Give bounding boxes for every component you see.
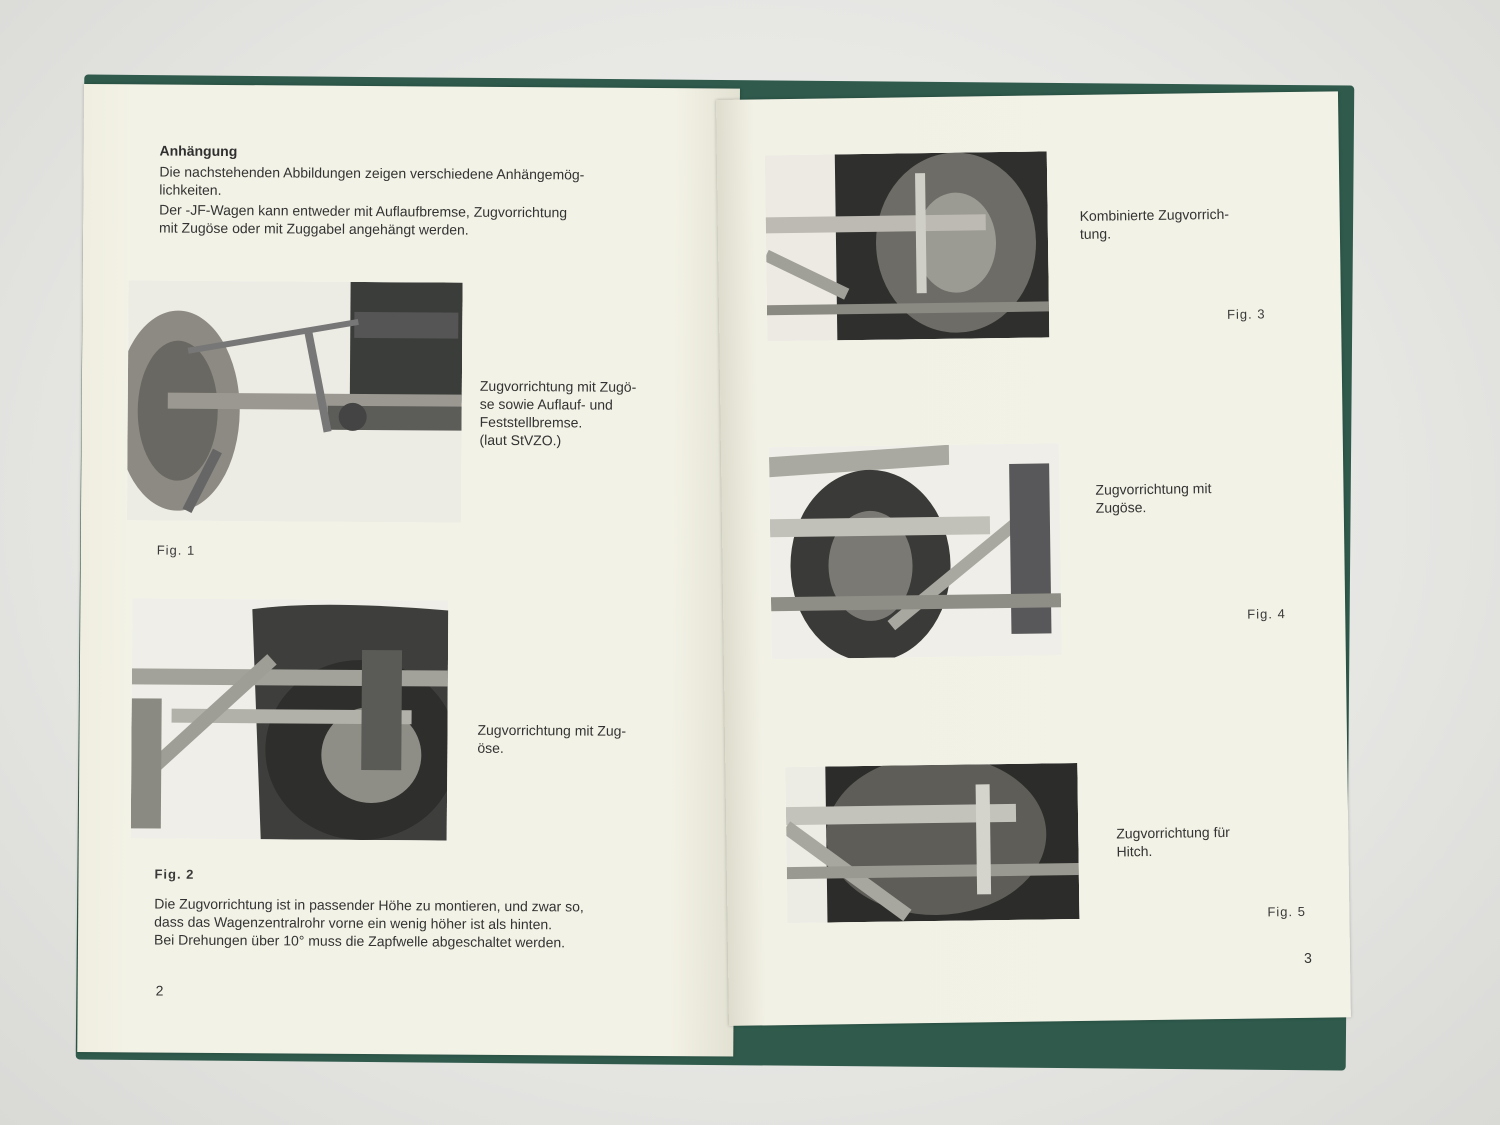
intro-line: mit Zugöse oder mit Zuggabel angehängt werden. <box>158 219 469 238</box>
caption-line: (laut StVZO.) <box>479 431 562 449</box>
intro-paragraph <box>159 163 672 241</box>
fig4-photo <box>769 443 1062 659</box>
fig2-label: Fig. 2 <box>154 866 195 882</box>
section-heading: Anhängung <box>159 142 238 160</box>
fig4-caption <box>1095 478 1285 517</box>
fig5-photo <box>785 763 1079 923</box>
intro-line: lichkeiten. <box>159 181 222 198</box>
fig5-caption <box>1116 822 1306 861</box>
caption-line: öse. <box>477 739 504 756</box>
mounting-note <box>154 895 674 953</box>
caption-line: Hitch. <box>1116 842 1153 860</box>
caption-line: Kombinierte Zugvorrich- <box>1079 205 1230 224</box>
caption-line: Zugvorrichtung mit <box>1095 480 1212 498</box>
note-line: Bei Drehungen über 10° muss die Zapfwelle abgeschaltet werden. <box>153 931 566 951</box>
left-page <box>77 84 740 1057</box>
fig4-label: Fig. 4 <box>1247 606 1286 622</box>
fig2-caption <box>477 721 667 758</box>
caption-line: Zugvorrichtung mit Zugö- <box>479 377 637 395</box>
page-number: 2 <box>155 982 164 999</box>
note-line: Die Zugvorrichtung ist in passender Höhe zu montieren, und zwar so, <box>154 895 584 915</box>
fig1-label: Fig. 1 <box>156 542 196 558</box>
note-line: dass das Wagenzentralrohr vorne ein wenig höher ist als hinten. <box>154 913 553 933</box>
fig3-label: Fig. 3 <box>1226 306 1266 322</box>
caption-line: Zugvorrichtung mit Zug- <box>477 721 627 739</box>
right-page <box>716 91 1351 1026</box>
fig3-photo <box>765 151 1050 341</box>
fig5-label: Fig. 5 <box>1267 903 1307 920</box>
page-number: 3 <box>1303 949 1312 966</box>
caption-line: se sowie Auflauf- und <box>479 395 613 413</box>
fig1-caption <box>479 377 669 450</box>
intro-line: Die nachstehenden Abbildungen zeigen verschiedene Anhängemög- <box>159 163 585 183</box>
fig1-photo <box>127 280 463 522</box>
caption-line: Zugvorrichtung für <box>1116 823 1230 842</box>
caption-line: Feststellbremse. <box>479 413 583 431</box>
caption-line: tung. <box>1079 225 1112 242</box>
fig2-photo <box>131 598 449 840</box>
caption-line: Zugöse. <box>1095 499 1147 516</box>
fig3-caption <box>1080 204 1270 243</box>
intro-line: Der -JF-Wagen kann entweder mit Auflaufbremse, Zugvorrichtung <box>159 201 568 221</box>
